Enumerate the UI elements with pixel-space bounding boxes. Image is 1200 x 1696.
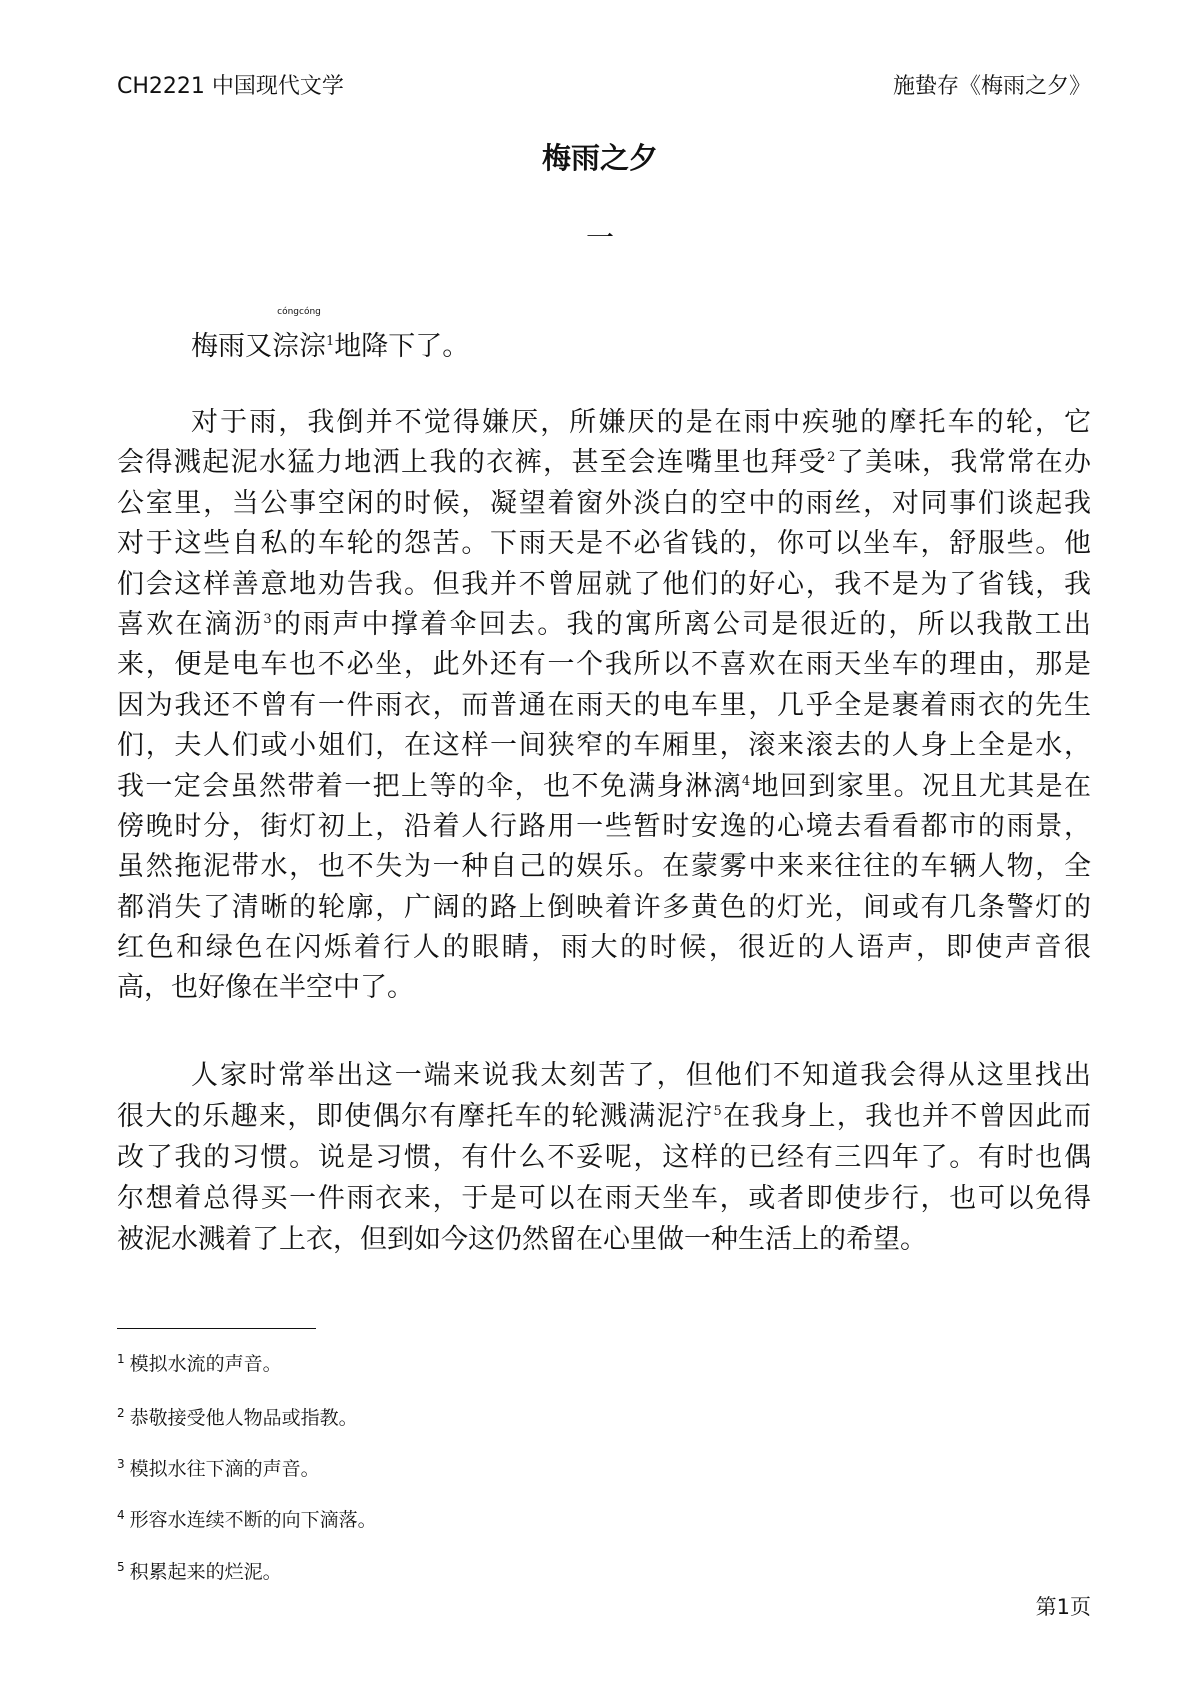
text-run: 们，夫人们或小姐们，在这样一间狭窄的车厢里，滚来滚去的人身上全是水，: [117, 730, 1091, 762]
page-number: 第1页: [1035, 1595, 1091, 1619]
footnote-ref: 1: [326, 334, 335, 349]
text-line: [117, 928, 1091, 968]
paragraph: [117, 1055, 1091, 1260]
section-number: 一: [585, 221, 614, 254]
text-line: [117, 807, 1091, 847]
text-run: 很大的乐趣来，即使偶尔有摩托车的轮溅满泥泞: [117, 1101, 714, 1132]
text-run: 改了我的习惯。说是习惯，有什么不妥呢，这样的已经有三四年了。有时也偶: [117, 1142, 1091, 1173]
text-line: [191, 403, 1091, 443]
text-line: [117, 1219, 1091, 1260]
text-line: [117, 847, 1091, 887]
page-title: 梅雨之夕: [541, 141, 658, 175]
footnote-text: 模拟水流的声音。: [129, 1353, 282, 1375]
text-line: [117, 726, 1091, 766]
text-line: [191, 307, 1091, 368]
text-run: 高，也好像在半空中了。: [117, 972, 414, 1004]
paragraph: [117, 307, 1091, 368]
text-run: 的雨声中撑着伞回去。我的寓所离公司是很近的，所以我散工出: [271, 608, 1092, 640]
footnote-ref: 5: [713, 1104, 722, 1119]
text-run: 傍晚时分，街灯初上，沿着人行路用一些暂时安逸的心境去看看都市的雨景，: [117, 810, 1091, 842]
footnote-number: 2: [117, 1405, 125, 1420]
text-run: 地降下了。: [334, 331, 470, 362]
footnote-number: 3: [117, 1456, 125, 1471]
text-line: [117, 767, 1091, 807]
footnote-divider: [117, 1328, 316, 1329]
text-line: [117, 565, 1091, 605]
text-line: [117, 888, 1091, 928]
text-run: 地回到家里。况且尤其是在: [750, 770, 1092, 802]
text-line: [117, 645, 1091, 685]
text-run: 了美味，我常常在办: [835, 447, 1092, 479]
ruby-base: 淙淙: [272, 331, 326, 362]
text-run: 们会这样善意地劝告我。但我并不曾屈就了他们的好心，我不是为了省钱，我: [117, 568, 1091, 600]
text-run: 对于雨，我倒并不觉得嫌厌，所嫌厌的是在雨中疾驰的摩托车的轮，它: [191, 407, 1091, 438]
footnote: [117, 1405, 358, 1431]
footnote: [117, 1507, 377, 1533]
ruby-annotation: [272, 307, 326, 368]
text-run: 会得溅起泥水猛力地洒上我的衣裤，甚至会连嘴里也拜受: [117, 447, 828, 479]
footnote-text: 恭敬接受他人物品或指教。: [129, 1407, 358, 1429]
footnote-text: 模拟水往下滴的声音。: [129, 1458, 320, 1480]
text-run: 被泥水溅着了上衣，但到如今这仍然留在心里做一种生活上的希望。: [117, 1224, 927, 1255]
text-line: [117, 443, 1091, 483]
text-line: [117, 1096, 1091, 1137]
footnote-ref: 3: [263, 611, 272, 627]
text-run: 因为我还不曾有一件雨衣，而普通在雨天的电车里，几乎全是裹着雨衣的先生: [117, 689, 1091, 721]
text-run: 虽然拖泥带水，也不失为一种自己的娱乐。在蒙雾中来来往往的车辆人物，全: [117, 851, 1091, 883]
text-run: 在我身上，我也并不曾因此而: [721, 1101, 1092, 1132]
text-run: 红色和绿色在闪烁着行人的眼睛，雨大的时候，很近的人语声，即使声音很: [117, 932, 1091, 964]
footnote: [117, 1559, 282, 1585]
ruby-pinyin: cóngcóng: [277, 307, 321, 317]
footnote: [117, 1351, 282, 1377]
text-line: [117, 1137, 1091, 1178]
text-line: [117, 524, 1091, 564]
footnote-text: 积累起来的烂泥。: [129, 1561, 282, 1583]
text-line: [117, 484, 1091, 524]
text-line: [191, 1055, 1091, 1096]
header-course: CH2221 中国现代文学: [117, 74, 344, 99]
text-run: 尔想着总得买一件雨衣来，于是可以在雨天坐车，或者即使步行，也可以免得: [117, 1183, 1091, 1214]
text-run: 喜欢在滴沥: [117, 608, 264, 640]
footnote-number: 1: [117, 1351, 125, 1366]
text-run: 都消失了清晰的轮廓，广阔的路上倒映着许多黄色的灯光，间或有几条警灯的: [117, 891, 1091, 923]
text-run: 人家时常举出这一端来说我太刻苦了，但他们不知道我会得从这里找出: [191, 1060, 1091, 1091]
footnote-ref: 2: [827, 450, 836, 466]
footnote-ref: 4: [741, 773, 751, 789]
footnote-text: 形容水连续不断的向下滴落。: [129, 1509, 377, 1531]
text-line: [117, 686, 1091, 726]
header-work: 施蛰存《梅雨之夕》: [892, 74, 1091, 99]
text-line: [117, 605, 1091, 645]
footnote: [117, 1456, 320, 1482]
text-run: 公室里，当公事空闲的时候，凝望着窗外淡白的空中的雨丝，对同事们谈起我: [117, 487, 1091, 519]
footnote-number: 5: [117, 1559, 125, 1574]
text-line: [117, 1178, 1091, 1219]
text-run: 我一定会虽然带着一把上等的伞，也不免满身淋漓: [117, 770, 742, 802]
paragraph: [117, 403, 1091, 1009]
text-run: 来，便是电车也不必坐，此外还有一个我所以不喜欢在雨天坐车的理由，那是: [117, 649, 1091, 681]
text-run: 对于这些自私的车轮的怨苦。下雨天是不必省钱的，你可以坐车，舒服些。他: [117, 528, 1091, 560]
text-line: [117, 968, 1091, 1008]
text-run: 梅雨又: [191, 331, 272, 362]
footnote-number: 4: [117, 1507, 125, 1522]
